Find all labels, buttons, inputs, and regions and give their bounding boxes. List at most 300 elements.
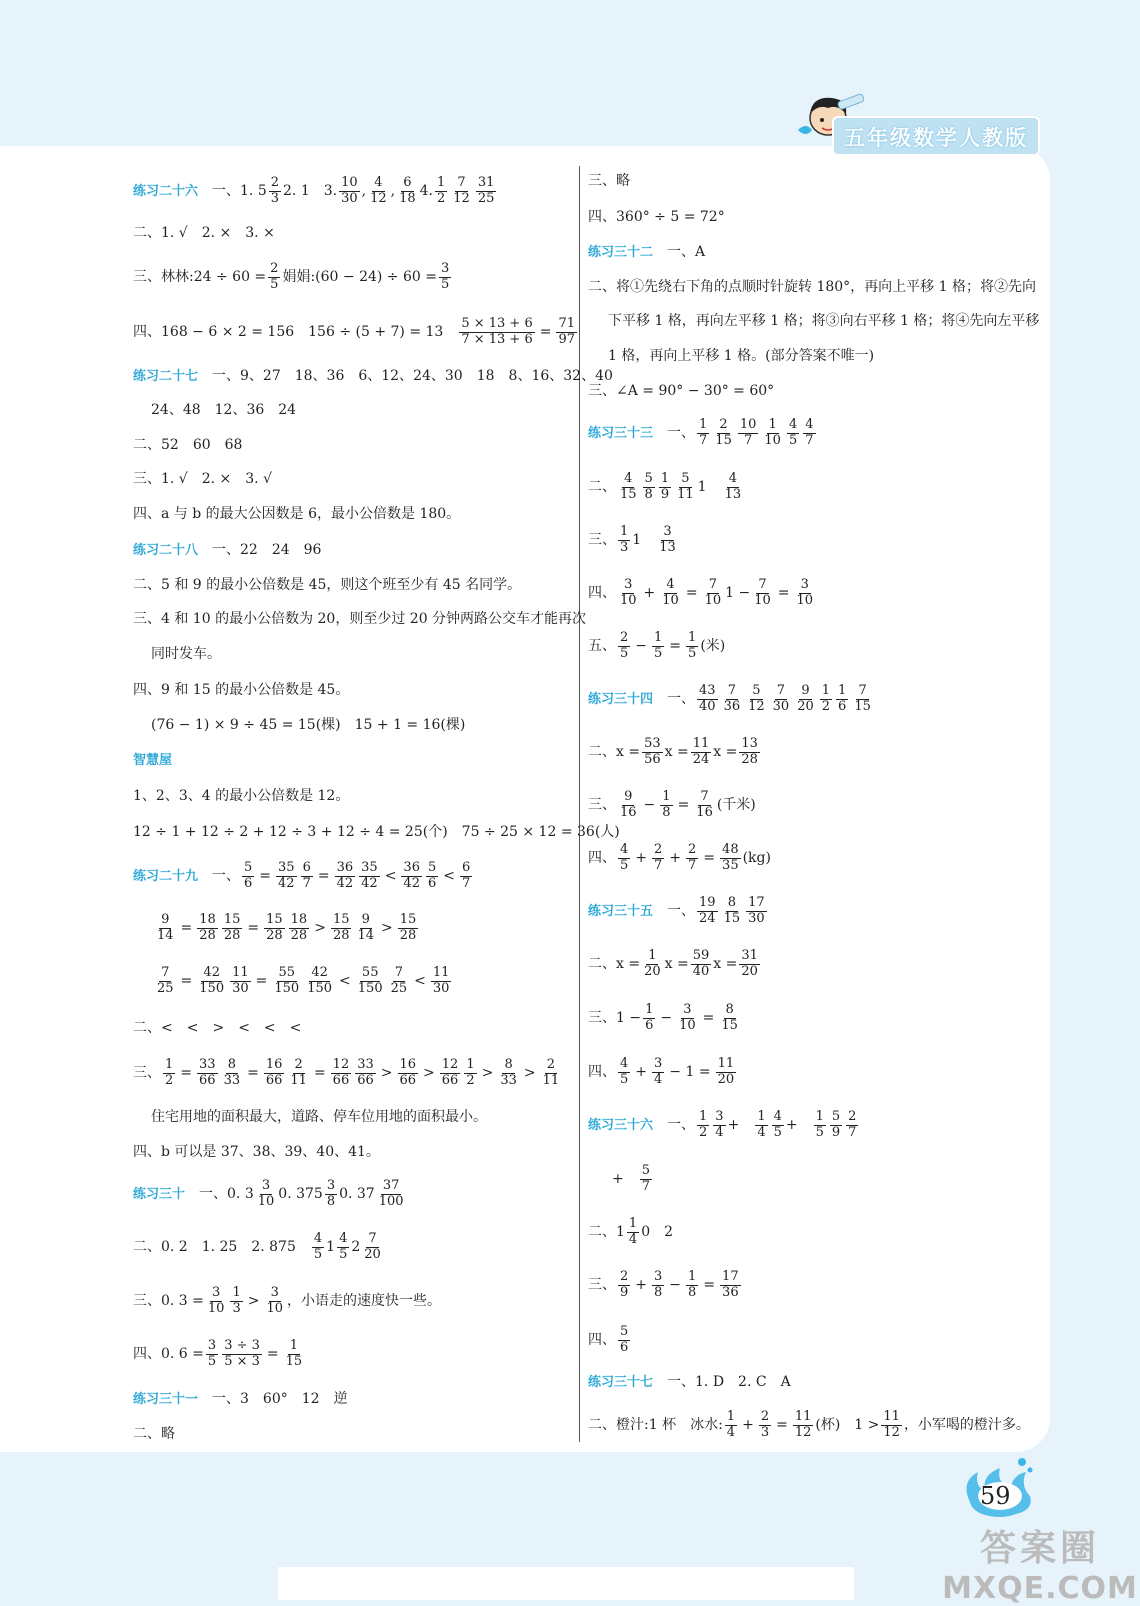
numerator: 11 bbox=[692, 736, 710, 751]
fraction bbox=[440, 1058, 461, 1089]
numerator: 7 bbox=[858, 683, 867, 698]
fraction bbox=[618, 1057, 630, 1088]
exercise-heading: 智慧屋 bbox=[133, 753, 173, 768]
fraction bbox=[787, 418, 799, 449]
fraction bbox=[355, 1058, 376, 1089]
denominator: 3 bbox=[270, 190, 280, 206]
fraction bbox=[459, 317, 534, 348]
denominator: 15 bbox=[715, 432, 732, 448]
answer-line bbox=[588, 418, 818, 449]
answer-text: 三、1 − bbox=[588, 1010, 642, 1027]
denominator: 11 bbox=[290, 1072, 307, 1088]
operator: < bbox=[384, 868, 397, 885]
fraction bbox=[155, 966, 176, 997]
fraction bbox=[222, 913, 243, 944]
numerator: 8 bbox=[227, 1057, 236, 1072]
denominator: 12 bbox=[794, 1424, 812, 1440]
numerator: 53 bbox=[644, 736, 661, 751]
answer-text: 一、0. 3 bbox=[199, 1186, 254, 1203]
fraction bbox=[197, 966, 226, 997]
numerator: 1 bbox=[662, 789, 671, 804]
denominator: 5 bbox=[815, 1124, 824, 1140]
fraction bbox=[155, 913, 176, 944]
fraction bbox=[759, 1410, 771, 1441]
answer-text: 1 bbox=[632, 532, 642, 549]
answer-line bbox=[133, 683, 349, 697]
numerator: 10 bbox=[341, 175, 358, 190]
operator: = bbox=[255, 973, 268, 990]
fraction bbox=[256, 1179, 277, 1210]
numerator: 33 bbox=[357, 1057, 374, 1072]
answer-line bbox=[133, 825, 620, 839]
answer-text: 1 格，再向上平移 1 格。(部分答案不唯一) bbox=[608, 348, 875, 364]
denominator: 30 bbox=[432, 980, 450, 996]
page-number: 59 bbox=[980, 1482, 1011, 1510]
fraction bbox=[339, 176, 360, 207]
numerator: 5 bbox=[681, 471, 690, 486]
operator: = bbox=[777, 585, 790, 602]
numerator: 31 bbox=[477, 175, 495, 190]
numerator: 1 bbox=[688, 630, 697, 645]
operator: = bbox=[247, 1065, 259, 1082]
answer-line bbox=[133, 754, 186, 767]
denominator: 30 bbox=[772, 698, 790, 714]
fraction bbox=[435, 176, 447, 207]
comma: , bbox=[361, 183, 367, 200]
operator: − bbox=[635, 638, 648, 655]
numerator: 5 bbox=[644, 471, 653, 486]
denominator: 7 bbox=[688, 857, 697, 873]
denominator: 25 bbox=[390, 980, 408, 996]
fraction bbox=[720, 843, 741, 874]
denominator: 6 bbox=[838, 698, 847, 714]
denominator: 10 bbox=[207, 1300, 225, 1316]
answer-line bbox=[588, 737, 762, 768]
fraction bbox=[163, 1058, 175, 1089]
numerator: 4 bbox=[624, 471, 633, 486]
numerator: 1 bbox=[757, 1109, 766, 1124]
numerator: 1 bbox=[699, 417, 708, 432]
answer-line bbox=[133, 1058, 563, 1089]
answer-text: x = bbox=[664, 744, 689, 761]
denominator: 4 bbox=[628, 1231, 638, 1247]
numerator: 59 bbox=[692, 948, 710, 963]
denominator: 11 bbox=[677, 486, 694, 502]
denominator: 11 bbox=[542, 1072, 560, 1088]
denominator: 10 bbox=[266, 1300, 284, 1316]
answer-text: 三、 bbox=[588, 797, 616, 814]
denominator: 5 × 3 bbox=[224, 1353, 260, 1369]
numerator: 1 bbox=[645, 1002, 654, 1017]
numerator: 19 bbox=[699, 895, 716, 910]
operator: = bbox=[317, 868, 330, 885]
denominator: 42 bbox=[361, 875, 378, 891]
fraction bbox=[739, 949, 760, 980]
answer-text: 1 bbox=[697, 479, 707, 496]
denominator: 13 bbox=[724, 486, 742, 502]
fraction bbox=[803, 418, 815, 449]
answer-line bbox=[151, 718, 465, 732]
exercise-heading: 练习三十四 bbox=[588, 691, 654, 707]
fraction bbox=[722, 684, 743, 715]
numerator: 10 bbox=[739, 417, 757, 432]
operator: = bbox=[247, 920, 260, 937]
answer-text: 二、5 和 9 的最小公倍数是 45，则这个班至少有 45 名同学。 bbox=[133, 577, 522, 593]
denominator: 5 bbox=[207, 1353, 217, 1369]
denominator: 8 bbox=[688, 1284, 697, 1300]
denominator: 150 bbox=[307, 980, 333, 996]
denominator: 30 bbox=[748, 910, 765, 926]
numerator: 42 bbox=[203, 965, 220, 980]
grade-badge bbox=[832, 116, 1040, 156]
answer-text: 四、 bbox=[588, 1332, 616, 1349]
fraction bbox=[439, 262, 451, 293]
answer-text: 四、 bbox=[588, 850, 616, 867]
fraction bbox=[618, 525, 630, 556]
denominator: 16 bbox=[620, 804, 637, 820]
numerator: 12 bbox=[441, 1057, 459, 1072]
fraction bbox=[269, 176, 281, 207]
numerator: 11 bbox=[232, 965, 249, 980]
denominator: 10 bbox=[620, 592, 637, 608]
answer-line bbox=[588, 1410, 1030, 1441]
denominator: 4 bbox=[726, 1424, 736, 1440]
operator: + bbox=[635, 850, 648, 867]
numerator: 6 bbox=[403, 175, 412, 190]
fraction bbox=[230, 1286, 242, 1317]
answer-text: 一、1. D 2. C A bbox=[667, 1374, 791, 1390]
denominator: 33 bbox=[500, 1072, 517, 1088]
answer-line bbox=[588, 684, 875, 715]
answer-text: 下平移 1 格，再向左平移 1 格；将③向右平移 1 格；将④先向左平移 bbox=[608, 313, 1040, 329]
numerator: 3 bbox=[212, 1285, 221, 1300]
denominator: 5 bbox=[620, 857, 629, 873]
fraction bbox=[846, 1110, 858, 1141]
fraction bbox=[288, 1058, 309, 1089]
numerator: 1 bbox=[654, 630, 663, 645]
denominator: 30 bbox=[341, 190, 358, 206]
numerator: 1 bbox=[648, 948, 657, 963]
answer-line bbox=[133, 1179, 408, 1210]
denominator: 8 bbox=[644, 486, 653, 502]
denominator: 4 bbox=[654, 1071, 663, 1087]
answer-text: 四、0. 6 = bbox=[133, 1346, 204, 1363]
fraction bbox=[793, 1410, 814, 1441]
fraction bbox=[426, 861, 438, 892]
numerator: 2 bbox=[760, 1409, 770, 1424]
denominator: 12 bbox=[883, 1424, 900, 1440]
numerator: 11 bbox=[717, 1056, 735, 1071]
denominator: 20 bbox=[717, 1071, 735, 1087]
answer-text: 四、168 − 6 × 2 = 156 156 ÷ (5 + 7) = 13 bbox=[133, 324, 444, 341]
fraction bbox=[881, 1410, 902, 1441]
numerator: 7 bbox=[758, 577, 767, 592]
denominator: 15 bbox=[620, 486, 637, 502]
numerator: 4 bbox=[374, 175, 383, 190]
fraction bbox=[618, 578, 639, 609]
fraction bbox=[820, 684, 832, 715]
denominator: 100 bbox=[378, 1193, 404, 1209]
numerator: 1 bbox=[838, 683, 847, 698]
operator: > bbox=[523, 1065, 536, 1082]
answer-text: 一、 bbox=[667, 425, 696, 442]
numerator: 71 bbox=[558, 316, 576, 331]
fraction bbox=[222, 1339, 262, 1370]
answer-text: 三、∠A = 90° − 30° = 60° bbox=[588, 383, 775, 399]
numerator: 4 bbox=[620, 1056, 629, 1071]
denominator: 12 bbox=[370, 190, 387, 206]
fraction bbox=[697, 1110, 709, 1141]
denominator: 20 bbox=[797, 698, 814, 714]
denominator: 36 bbox=[722, 1284, 739, 1300]
denominator: 7 bbox=[461, 875, 471, 891]
answer-text: 一、22 24 96 bbox=[212, 542, 322, 558]
numerator: 6 bbox=[461, 860, 471, 875]
fraction bbox=[268, 262, 280, 293]
answer-line bbox=[133, 543, 321, 557]
denominator: 42 bbox=[336, 875, 354, 891]
denominator: 13 bbox=[659, 539, 676, 555]
answer-line bbox=[588, 384, 774, 398]
answer-text: (千米) bbox=[716, 797, 756, 814]
fraction bbox=[795, 684, 816, 715]
numerator: 4 bbox=[666, 577, 675, 592]
denominator: 28 bbox=[332, 927, 350, 943]
answer-text: 四、360° ÷ 5 = 72° bbox=[588, 209, 725, 225]
numerator: 3 bbox=[663, 524, 672, 539]
numerator: 5 bbox=[620, 1324, 629, 1339]
denominator: 5 bbox=[654, 645, 663, 661]
footer-bar bbox=[278, 1567, 854, 1600]
fraction bbox=[356, 966, 385, 997]
fraction bbox=[197, 913, 218, 944]
numerator: 5 bbox=[244, 860, 253, 875]
denominator: 10 bbox=[796, 592, 814, 608]
fraction bbox=[771, 684, 792, 715]
answer-line bbox=[588, 174, 630, 188]
answer-line bbox=[133, 317, 579, 348]
denominator: 10 bbox=[764, 432, 781, 448]
denominator: 3 bbox=[620, 539, 629, 555]
fraction bbox=[325, 1179, 337, 1210]
operator: = bbox=[180, 1065, 193, 1082]
fraction bbox=[660, 578, 681, 609]
numerator: 3 ÷ 3 bbox=[224, 1338, 260, 1353]
numerator: 7 bbox=[727, 683, 736, 698]
denominator: 15 bbox=[721, 1017, 738, 1033]
answer-text: 四、b 可以是 37、38、39、40、41。 bbox=[133, 1144, 380, 1160]
answer-text: ，小军喝的橙汁多。 bbox=[903, 1417, 1030, 1434]
denominator: 6 bbox=[645, 1017, 654, 1033]
operator: > bbox=[380, 1065, 393, 1082]
numerator: 3 bbox=[654, 1056, 663, 1071]
answer-text: 二、1. √ 2. × 3. × bbox=[133, 225, 275, 241]
denominator: 20 bbox=[741, 963, 758, 979]
denominator: 3 bbox=[760, 1424, 770, 1440]
denominator: 8 bbox=[326, 1193, 336, 1209]
fraction bbox=[264, 1286, 285, 1317]
numerator: 15 bbox=[399, 912, 417, 927]
numerator: 48 bbox=[722, 842, 739, 857]
fraction bbox=[716, 1057, 737, 1088]
exercise-heading: 练习二十八 bbox=[133, 542, 199, 558]
answer-text: (杯) 1 > bbox=[815, 1417, 880, 1434]
answer-line bbox=[133, 472, 272, 486]
numerator: 35 bbox=[361, 860, 378, 875]
answer-line bbox=[588, 949, 762, 980]
fraction bbox=[389, 966, 410, 997]
fraction bbox=[272, 966, 301, 997]
operator: < bbox=[339, 973, 351, 990]
operator: + bbox=[612, 1171, 624, 1188]
denominator: 25 bbox=[477, 190, 495, 206]
answer-text: x = bbox=[713, 744, 738, 761]
denominator: 28 bbox=[741, 751, 758, 767]
denominator: 66 bbox=[399, 1072, 417, 1088]
numerator: 3 bbox=[624, 577, 633, 592]
answer-text: 四、a 与 b 的最大公因数是 6，最小公倍数是 180。 bbox=[133, 506, 461, 522]
fraction bbox=[312, 1232, 324, 1263]
answer-text: 1、2、3、4 的最小公倍数是 12。 bbox=[133, 788, 350, 804]
denominator: 12 bbox=[748, 698, 765, 714]
fraction bbox=[713, 418, 734, 449]
denominator: 10 bbox=[662, 592, 679, 608]
numerator: 3 bbox=[654, 1269, 663, 1284]
denominator: 5 bbox=[773, 1124, 782, 1140]
fraction bbox=[642, 949, 663, 980]
fraction bbox=[618, 1325, 630, 1356]
answer-line bbox=[133, 789, 349, 803]
denominator: 25 bbox=[157, 980, 174, 996]
numerator: 2 bbox=[620, 1269, 629, 1284]
denominator: 66 bbox=[199, 1072, 216, 1088]
answer-text: 二、< < > < < < bbox=[133, 1020, 302, 1036]
numerator: 3 bbox=[261, 1178, 271, 1193]
numerator: 7 bbox=[368, 1231, 377, 1246]
answer-line bbox=[133, 1145, 380, 1159]
numerator: 37 bbox=[382, 1178, 400, 1193]
fraction bbox=[697, 418, 709, 449]
numerator: 43 bbox=[699, 683, 716, 698]
answer-line bbox=[588, 578, 817, 609]
answer-text: 一、 bbox=[667, 691, 696, 708]
fraction bbox=[556, 317, 577, 348]
denominator: 5 bbox=[339, 1246, 348, 1262]
answer-text: 二、将①先绕右下角的点顺时针旋转 180°，再向上平移 1 格；将②先向 bbox=[588, 279, 1036, 295]
fraction bbox=[242, 861, 254, 892]
numerator: 2 bbox=[294, 1057, 303, 1072]
answer-text: 三、0. 3 = bbox=[133, 1293, 204, 1310]
numerator: 33 bbox=[199, 1057, 216, 1072]
fraction bbox=[720, 1270, 741, 1301]
denominator: 20 bbox=[644, 963, 661, 979]
numerator: 1 bbox=[726, 1409, 736, 1424]
denominator: 66 bbox=[332, 1072, 350, 1088]
fraction bbox=[276, 861, 297, 892]
answer-text: 1 − bbox=[725, 585, 751, 602]
operator: = bbox=[776, 1417, 788, 1434]
denominator: 7 bbox=[848, 1124, 857, 1140]
fraction bbox=[397, 176, 418, 207]
fraction bbox=[460, 861, 472, 892]
answer-line bbox=[133, 1339, 306, 1370]
numerator: 17 bbox=[748, 895, 765, 910]
numerator: 3 bbox=[207, 1338, 217, 1353]
denominator: 150 bbox=[357, 980, 383, 996]
fraction bbox=[814, 1110, 826, 1141]
answer-text: 二、 bbox=[588, 479, 616, 496]
fraction bbox=[660, 790, 672, 821]
answer-text: 二、橙汁:1 杯 冰水: bbox=[588, 1417, 723, 1434]
denominator: 20 bbox=[364, 1246, 381, 1262]
fraction bbox=[642, 737, 663, 768]
denominator: 2 bbox=[699, 1124, 708, 1140]
denominator: 3 bbox=[232, 1300, 241, 1316]
fraction bbox=[451, 176, 472, 207]
fraction bbox=[640, 1164, 652, 1195]
numerator: 36 bbox=[336, 860, 354, 875]
fraction bbox=[643, 472, 655, 503]
numerator: 5 × 13 + 6 bbox=[461, 316, 533, 331]
answer-line bbox=[133, 226, 275, 240]
numerator: 5 bbox=[427, 860, 437, 875]
numerator: 7 bbox=[776, 683, 786, 698]
watermark bbox=[940, 1520, 1140, 1606]
fraction bbox=[498, 1058, 519, 1089]
denominator: 150 bbox=[199, 980, 225, 996]
fraction bbox=[686, 1270, 698, 1301]
operator: = bbox=[259, 868, 272, 885]
answer-text: 同时发车。 bbox=[151, 646, 221, 662]
denominator: 35 bbox=[722, 857, 739, 873]
answer-line bbox=[153, 966, 453, 997]
answer-text: 二、52 60 68 bbox=[133, 437, 243, 453]
fraction bbox=[398, 913, 419, 944]
exercise-heading: 练习三十五 bbox=[588, 903, 654, 919]
numerator: 1 bbox=[628, 1216, 638, 1231]
answer-line bbox=[612, 1164, 654, 1195]
numerator: 7 bbox=[700, 789, 709, 804]
numerator: 2 bbox=[546, 1057, 556, 1072]
answer-text: 3. bbox=[323, 183, 338, 200]
answer-text: 三、 bbox=[588, 532, 616, 549]
denominator: 28 bbox=[266, 927, 283, 943]
exercise-heading: 练习三十一 bbox=[133, 1391, 199, 1407]
fraction bbox=[398, 1058, 419, 1089]
fraction bbox=[197, 1058, 218, 1089]
denominator: 4 bbox=[757, 1124, 766, 1140]
answer-line bbox=[588, 1270, 743, 1301]
numerator: 7 bbox=[457, 175, 466, 190]
fraction bbox=[691, 737, 712, 768]
denominator: 7 bbox=[805, 432, 814, 448]
answer-text: 三、 bbox=[133, 1065, 161, 1082]
numerator: 3 bbox=[800, 577, 809, 592]
denominator: 10 bbox=[704, 592, 722, 608]
answer-line bbox=[588, 1325, 632, 1356]
answer-line bbox=[588, 525, 680, 556]
denominator: 66 bbox=[441, 1072, 459, 1088]
operator: > bbox=[423, 1065, 435, 1082]
denominator: 33 bbox=[223, 1072, 241, 1088]
fraction bbox=[691, 949, 712, 980]
answer-line bbox=[588, 1003, 742, 1034]
denominator: 7 bbox=[302, 875, 311, 891]
denominator: 150 bbox=[274, 980, 300, 996]
numerator: 31 bbox=[741, 948, 758, 963]
answer-line bbox=[588, 1217, 673, 1248]
numerator: 18 bbox=[290, 912, 308, 927]
